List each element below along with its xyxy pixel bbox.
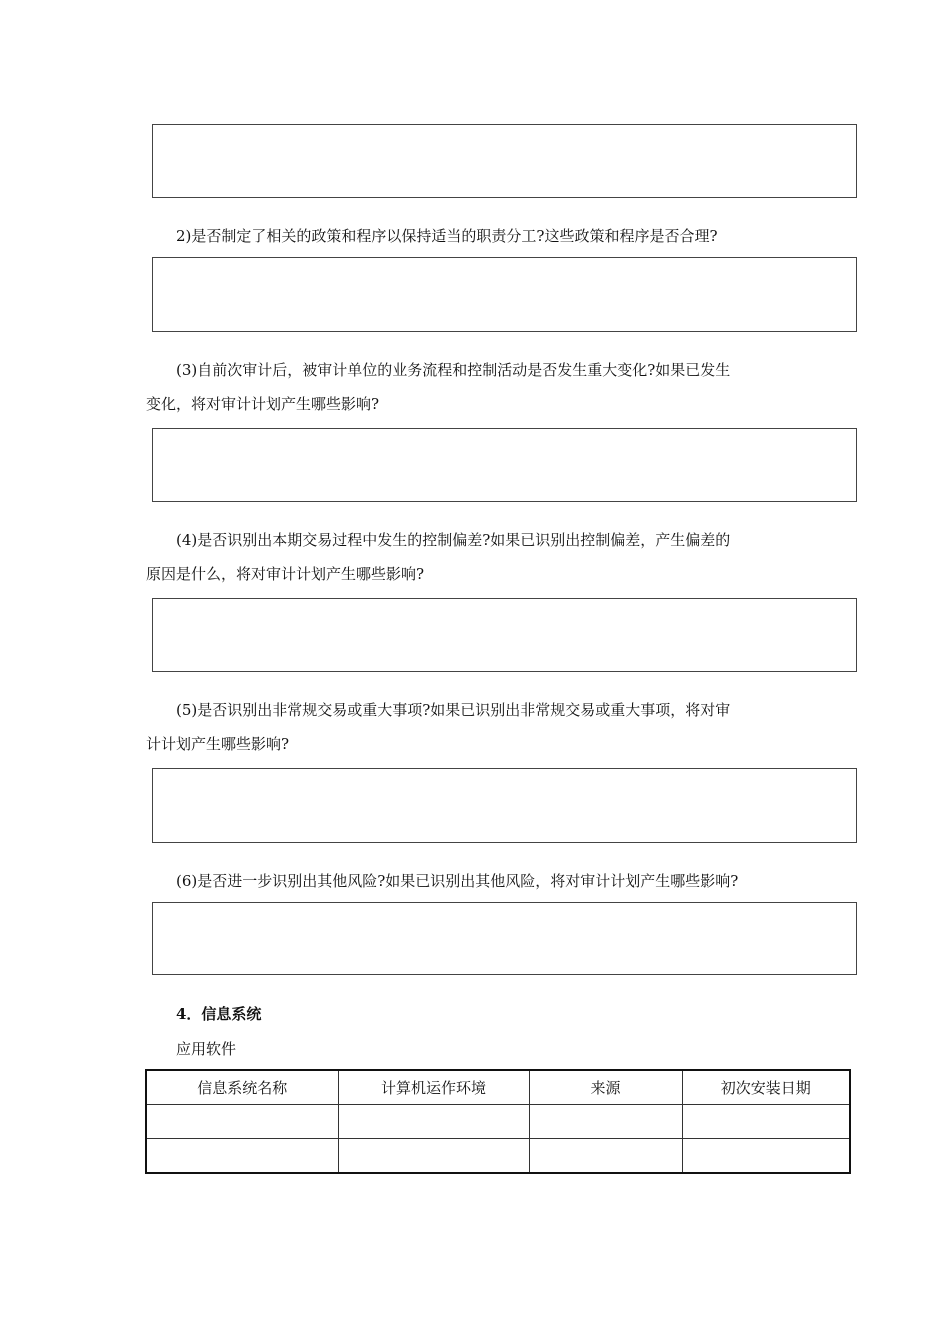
table-row [146,1105,850,1139]
header-system-name: 信息系统名称 [146,1070,338,1105]
answer-box-q3[interactable] [152,428,857,502]
table-cell[interactable] [338,1105,529,1139]
answer-box-q1[interactable] [152,124,857,198]
question-4-line2: 原因是什么，将对审计计划产生哪些影响? [146,565,425,583]
table-row [146,1139,850,1174]
table-cell[interactable] [146,1139,338,1174]
question-3-line2: 变化，将对审计计划产生哪些影响? [146,395,380,413]
question-5 [146,693,858,761]
answer-box-q6[interactable] [152,902,857,975]
answer-box-q5[interactable] [152,768,857,843]
section-heading: 4．信息系统 [176,1005,262,1023]
header-install-date: 初次安装日期 [682,1070,850,1105]
table-cell[interactable] [682,1139,850,1174]
question-2 [146,219,858,253]
header-source: 来源 [529,1070,682,1105]
answer-box-q4[interactable] [152,598,857,672]
question-6-text: (6)是否进一步识别出其他风险?如果已识别出其他风险，将对审计计划产生哪些影响? [176,872,739,890]
question-5-line2: 计计划产生哪些影响? [146,735,290,753]
table-cell[interactable] [529,1105,682,1139]
software-table [145,1069,851,1174]
section-subheading: 应用软件 [176,1040,237,1058]
question-3 [146,353,858,421]
table-cell[interactable] [146,1105,338,1139]
question-2-text: 2)是否制定了相关的政策和程序以保持适当的职责分工?这些政策和程序是否合理? [176,227,718,245]
table-cell[interactable] [682,1105,850,1139]
header-environment: 计算机运作环境 [338,1070,529,1105]
question-4 [146,523,858,591]
question-6 [146,864,858,898]
answer-box-q2[interactable] [152,257,857,332]
table-header-row [146,1070,850,1105]
question-5-line1: (5)是否识别出非常规交易或重大事项?如果已识别出非常规交易或重大事项，将对审 [176,701,731,719]
question-4-line1: (4)是否识别出本期交易过程中发生的控制偏差?如果已识别出控制偏差，产生偏差的 [176,531,731,549]
table-cell[interactable] [338,1139,529,1174]
question-3-line1: (3)自前次审计后，被审计单位的业务流程和控制活动是否发生重大变化?如果已发生 [176,361,731,379]
table-cell[interactable] [529,1139,682,1174]
